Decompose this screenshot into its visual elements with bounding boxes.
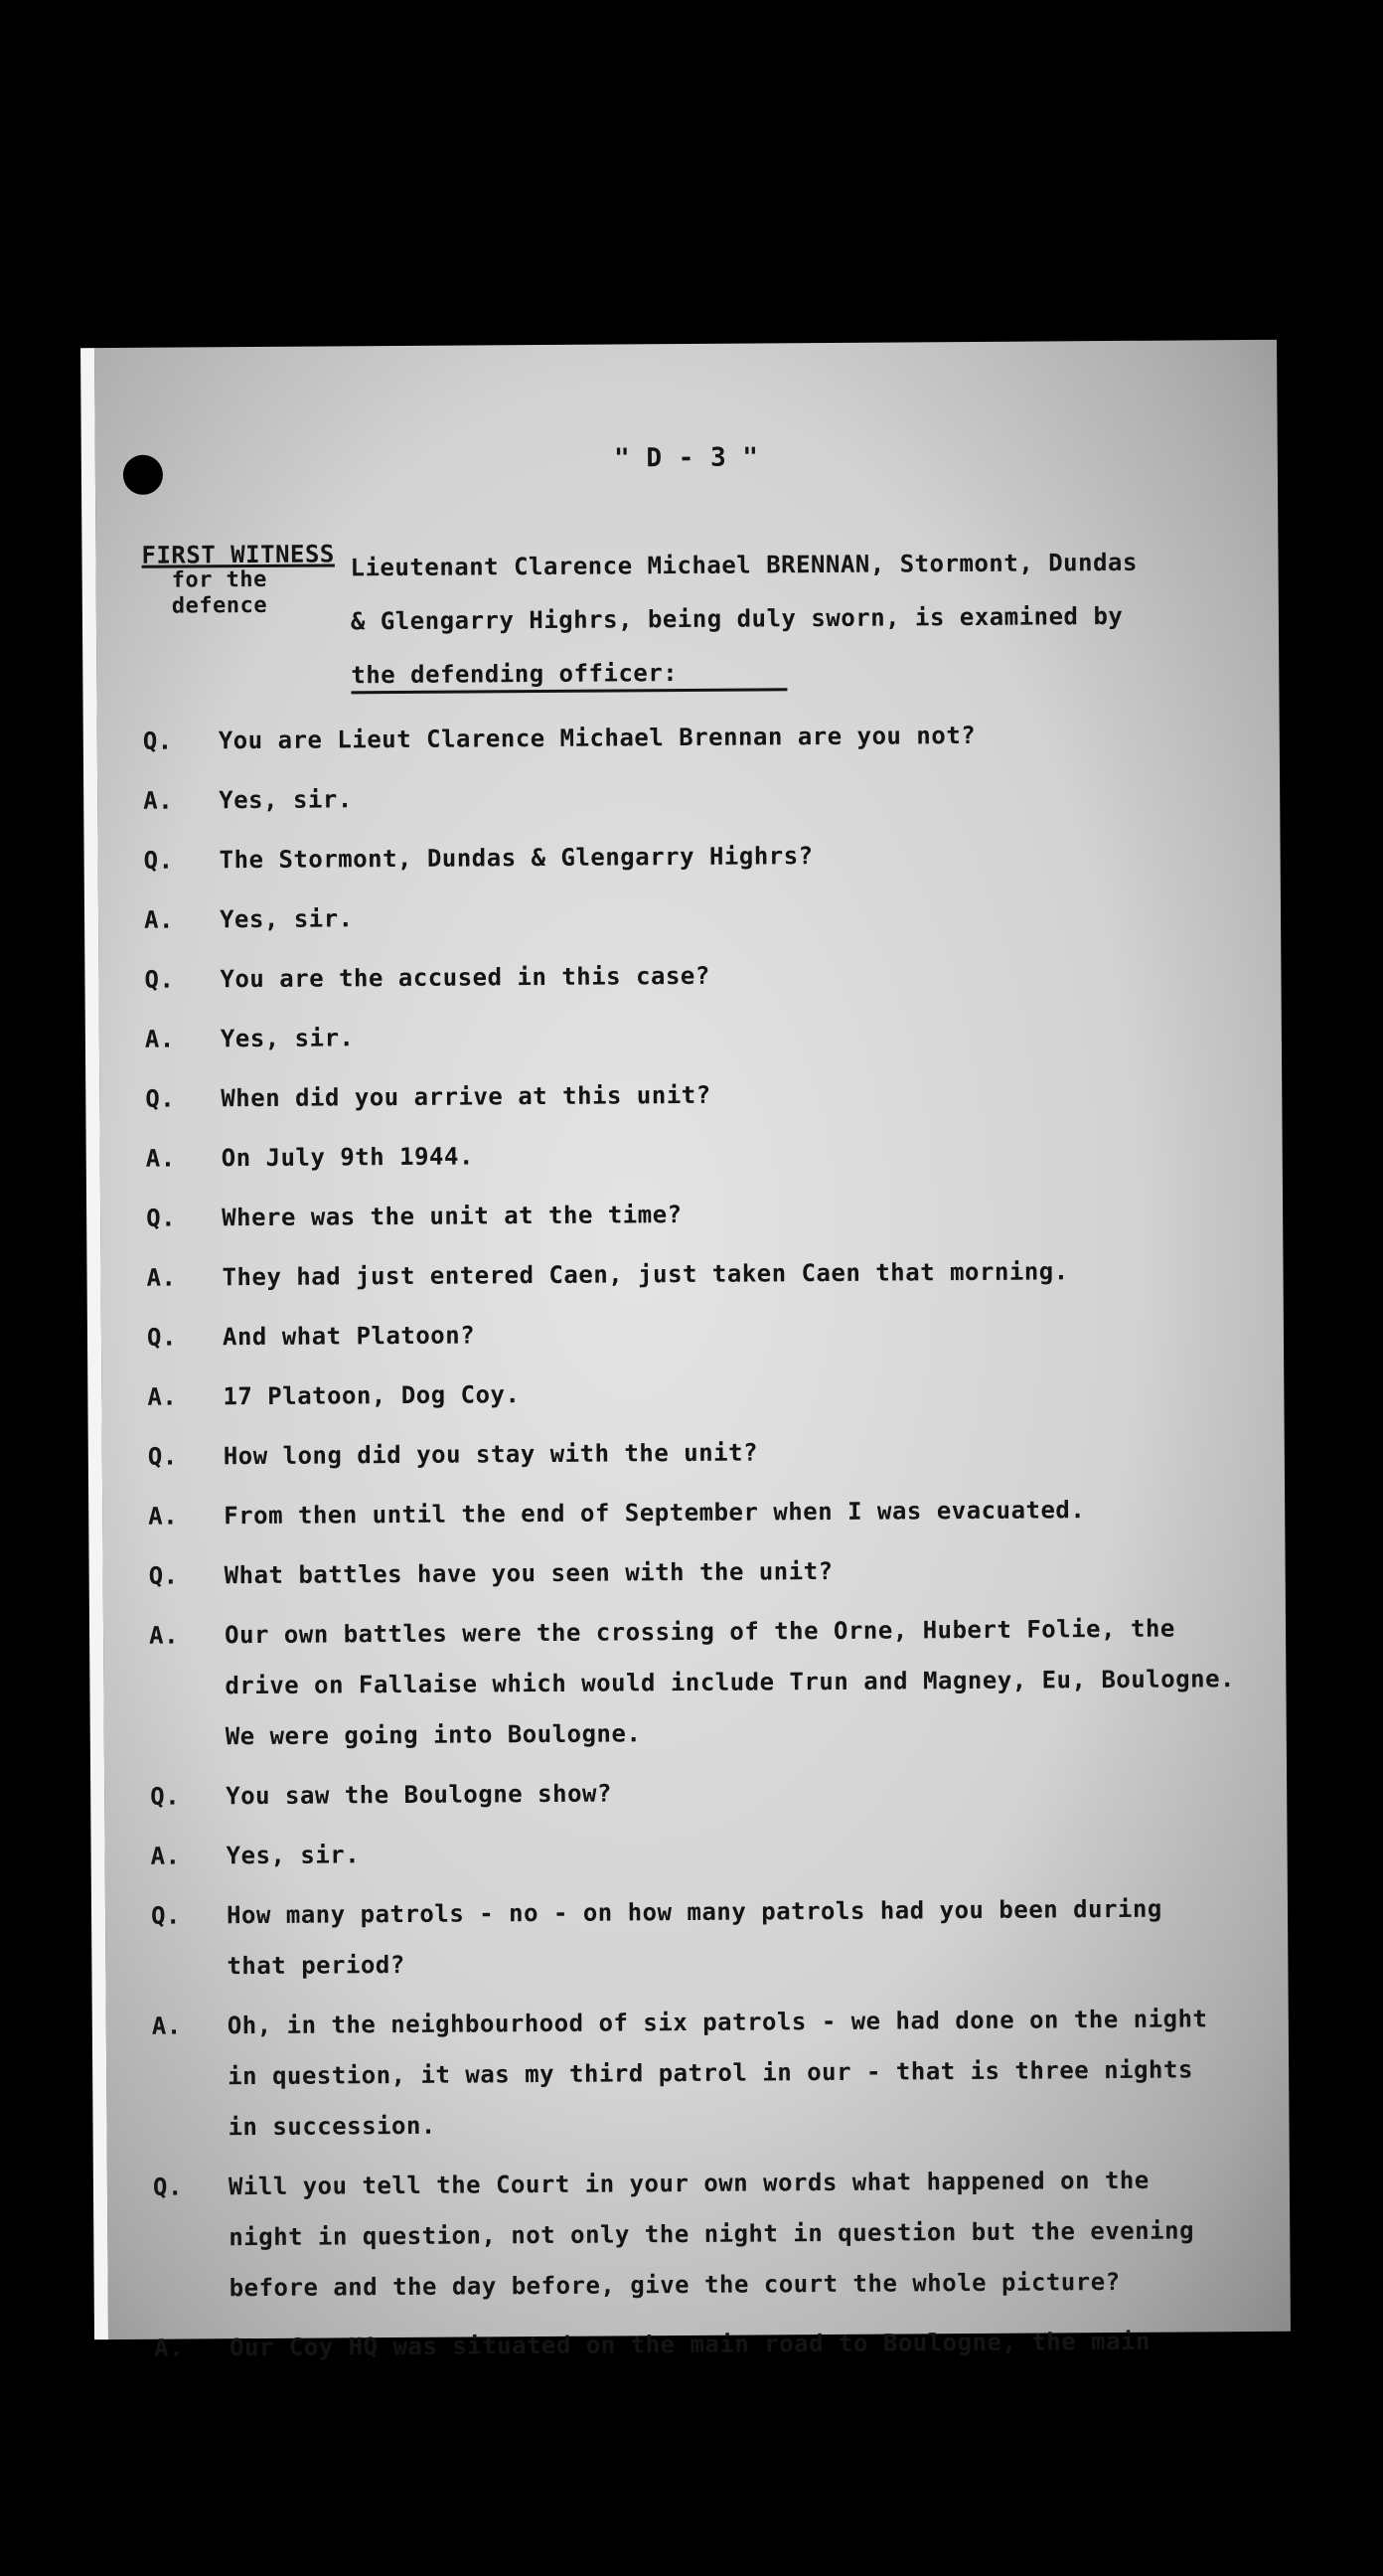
speaker-label: A. <box>148 1621 180 1650</box>
witness-description-line2: & Glengarry Highrs, being duly sworn, is examined by <box>350 601 1124 636</box>
entry-text <box>230 2316 1267 2373</box>
entry-text <box>228 1994 1266 2153</box>
entry-text <box>223 1365 1260 1422</box>
transcript-entry <box>144 894 1257 946</box>
transcript-entry <box>151 1890 1265 1993</box>
transcript-entry <box>153 2162 1267 2315</box>
witness-label <box>141 541 341 619</box>
speaker-label: Q. <box>152 2173 183 2201</box>
speaker-label: A. <box>146 1263 177 1292</box>
entry-line: On July 9th 1944. <box>221 1142 474 1173</box>
speaker-label: A. <box>153 2334 185 2362</box>
speaker-label: A. <box>150 1842 181 1870</box>
entry-text <box>222 1186 1259 1243</box>
entry-line: that period? <box>227 1950 405 1981</box>
entry-line: Yes, sir. <box>220 1024 355 1053</box>
entry-line: From then until the end of September when I was evacuated. <box>224 1496 1086 1530</box>
entry-line: in succession. <box>228 2111 436 2142</box>
entry-line: Oh, in the neighbourhood of six patrols - we had done on the night <box>227 2005 1208 2040</box>
speaker-label: Q. <box>144 965 175 994</box>
examination-transcript <box>143 716 1268 2390</box>
entry-line: Yes, sir. <box>226 1841 361 1870</box>
entry-line: The Stormont, Dundas & Glengarry Highrs? <box>219 842 814 875</box>
entry-line: You are the accused in this case? <box>220 961 710 994</box>
entry-text <box>223 1305 1260 1363</box>
transcript-entry <box>145 1014 1258 1065</box>
entry-text <box>224 1424 1261 1482</box>
entry-line: Yes, sir. <box>219 904 354 934</box>
transcript-entry <box>152 2001 1266 2154</box>
transcript-entry <box>146 1133 1259 1185</box>
entry-line: We were going into Boulogne. <box>225 1719 642 1751</box>
entry-line: They had just entered Caen, just taken Caen that morning. <box>222 1257 1069 1292</box>
entry-text <box>220 887 1257 945</box>
entry-text <box>221 1066 1258 1124</box>
speaker-label: Q. <box>150 1782 181 1811</box>
entry-text <box>220 947 1257 1005</box>
entry-line: Where was the unit at the time? <box>222 1201 683 1232</box>
entry-text <box>219 768 1256 826</box>
entry-line: How long did you stay with the unit? <box>223 1438 759 1471</box>
entry-line: Our own battles were the crossing of the Orne, Hubert Folie, the <box>224 1614 1175 1650</box>
transcript-entry <box>143 775 1256 827</box>
transcript-entry <box>146 1252 1259 1304</box>
transcript-entry <box>147 1371 1260 1423</box>
entry-line: night in question, not only the night in question but the evening <box>229 2216 1195 2252</box>
entry-line: in question, it was my third patrol in our - that is three nights <box>228 2055 1193 2091</box>
transcript-entry <box>150 1831 1263 1882</box>
entry-line: Will you tell the Court in your own words what happened on the <box>228 2166 1150 2201</box>
speaker-label: Q. <box>147 1442 178 1471</box>
page-number: " D - 3 " <box>614 442 759 474</box>
transcript-entry <box>145 1073 1258 1125</box>
entry-text <box>224 1543 1261 1601</box>
entry-line: Yes, sir. <box>219 785 353 815</box>
document-page <box>80 340 1291 2362</box>
entry-line: When did you arrive at this unit? <box>221 1080 711 1113</box>
transcript-entry <box>143 835 1256 886</box>
transcript-entry <box>146 1193 1259 1244</box>
entry-line: before and the day before, give the court the whole picture? <box>229 2267 1121 2303</box>
witness-label-line1: FIRST WITNESS <box>141 540 335 569</box>
entry-line: Our Coy HQ was situated on the main road to Boulogne, the main <box>229 2327 1152 2362</box>
speaker-label: A. <box>147 1382 178 1411</box>
speaker-label: Q. <box>146 1323 177 1352</box>
witness-label-line2: for the <box>171 566 267 593</box>
speaker-label: A. <box>144 1025 175 1053</box>
witness-description-line3: the defending officer: <box>351 656 787 694</box>
entry-text <box>224 1484 1261 1541</box>
transcript-entry <box>144 954 1257 1006</box>
entry-line: How many patrols - no - on how many patrols had you been during <box>226 1894 1162 1930</box>
entry-text <box>219 828 1256 886</box>
entry-text <box>221 1007 1258 1064</box>
transcript-entry <box>149 1550 1262 1602</box>
witness-description-line1: Lieutenant Clarence Michael BRENNAN, Stormont, Dundas <box>350 548 1138 582</box>
entry-text <box>227 1883 1265 1992</box>
entry-line: You are Lieut Clarence Michael Brennan are you not? <box>218 721 977 755</box>
speaker-label: A. <box>145 1144 176 1173</box>
entry-text <box>226 1764 1263 1822</box>
transcript-entry <box>147 1312 1260 1364</box>
witness-header <box>141 535 1234 690</box>
speaker-label: Q. <box>148 1561 179 1590</box>
witness-label-line3: defence <box>171 592 268 619</box>
witness-description <box>350 535 1225 702</box>
speaker-label: Q. <box>145 1084 176 1113</box>
transcript-entry <box>149 1610 1263 1763</box>
speaker-label: A. <box>148 1502 179 1530</box>
transcript-entry <box>148 1491 1261 1542</box>
transcript-entry <box>150 1771 1263 1823</box>
entry-line: And what Platoon? <box>222 1321 476 1352</box>
entry-text <box>222 1126 1259 1184</box>
speaker-label: A. <box>151 2012 182 2040</box>
speaker-label: A. <box>143 786 174 815</box>
transcript-entry <box>143 716 1256 767</box>
speaker-label: Q. <box>150 1901 182 1930</box>
entry-line: 17 Platoon, Dog Coy. <box>223 1380 521 1411</box>
entry-line: What battles have you seen with the unit? <box>224 1556 834 1590</box>
speaker-label: Q. <box>143 846 174 875</box>
entry-text <box>226 1824 1263 1881</box>
entry-line: drive on Fallaise which would include Trun and Magney, Eu, Boulogne. <box>225 1665 1236 1700</box>
transcript-entry <box>154 2323 1267 2374</box>
transcript-entry <box>148 1431 1261 1483</box>
entry-text <box>225 1603 1263 1762</box>
speaker-label: Q. <box>142 726 173 755</box>
speaker-label: Q. <box>146 1204 177 1232</box>
entry-text <box>219 709 1256 766</box>
entry-text <box>229 2155 1267 2314</box>
entry-line: You saw the Boulogne show? <box>226 1779 612 1811</box>
speaker-label: A. <box>143 905 175 934</box>
entry-text <box>222 1245 1259 1303</box>
